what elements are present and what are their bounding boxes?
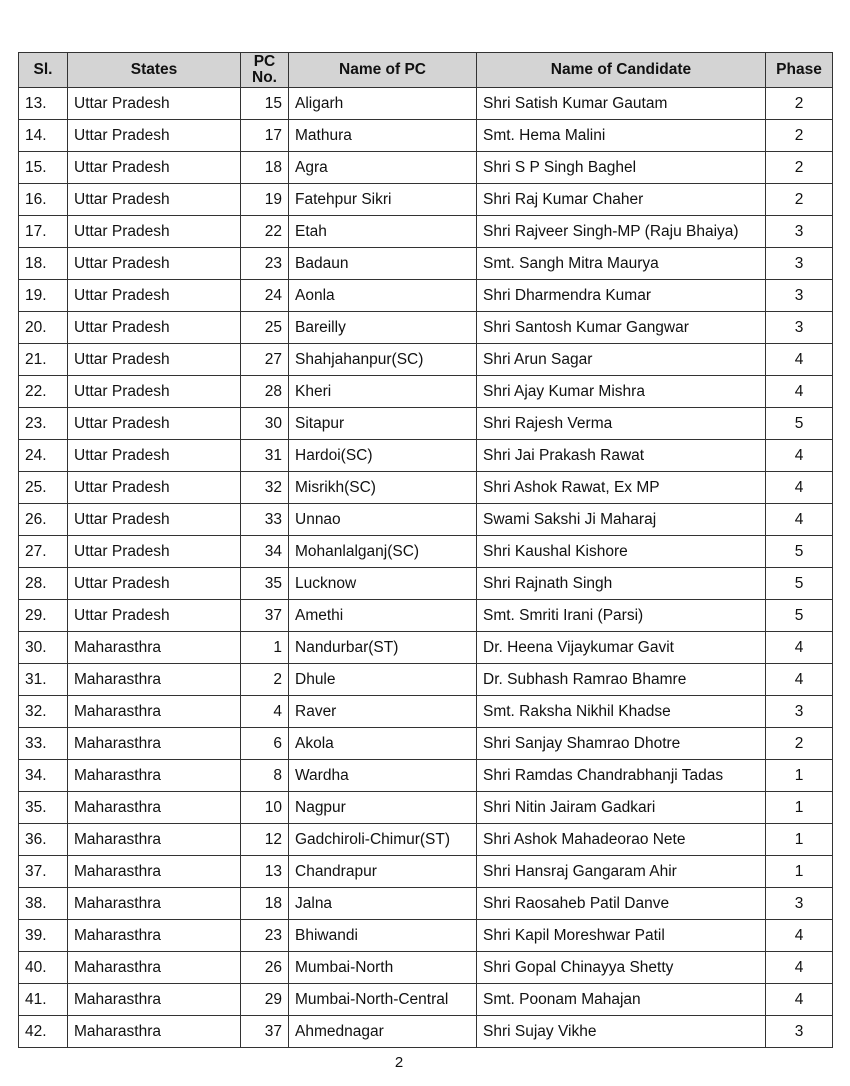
cell-sl: 25. [19,472,68,504]
cell-pc-name: Sitapur [289,408,477,440]
table-row [19,408,833,440]
cell-state: Maharasthra [68,920,241,952]
table-row [19,88,833,120]
page-number: 2 [394,1054,404,1071]
cell-sl: 20. [19,312,68,344]
cell-pc-no: 23 [241,920,289,952]
cell-candidate: Shri Arun Sagar [477,344,766,376]
cell-state: Uttar Pradesh [68,184,241,216]
cell-sl: 40. [19,952,68,984]
table-row [19,696,833,728]
header-pc-no-line2: No. [252,69,277,86]
cell-phase: 4 [766,376,833,408]
cell-phase: 3 [766,1016,833,1048]
cell-phase: 4 [766,920,833,952]
table-row [19,504,833,536]
table-row [19,920,833,952]
cell-state: Uttar Pradesh [68,344,241,376]
cell-pc-no: 8 [241,760,289,792]
cell-pc-name: Mumbai-North-Central [289,984,477,1016]
table-row [19,824,833,856]
cell-phase: 1 [766,760,833,792]
cell-phase: 5 [766,536,833,568]
header-phase: Phase [766,53,833,88]
header-pc-no-line1: PC [253,53,276,70]
cell-candidate: Shri Rajnath Singh [477,568,766,600]
table-row [19,952,833,984]
table-row [19,184,833,216]
cell-pc-no: 29 [241,984,289,1016]
table-row [19,664,833,696]
cell-pc-no: 12 [241,824,289,856]
table-row [19,568,833,600]
cell-pc-name: Dhule [289,664,477,696]
cell-state: Maharasthra [68,728,241,760]
header-pc-no [241,53,289,88]
cell-phase: 3 [766,248,833,280]
cell-sl: 18. [19,248,68,280]
table-row [19,1016,833,1048]
cell-phase: 2 [766,152,833,184]
cell-phase: 4 [766,632,833,664]
cell-pc-name: Nandurbar(ST) [289,632,477,664]
cell-pc-no: 17 [241,120,289,152]
table-row [19,152,833,184]
cell-sl: 30. [19,632,68,664]
cell-sl: 34. [19,760,68,792]
cell-pc-no: 26 [241,952,289,984]
cell-pc-name: Misrikh(SC) [289,472,477,504]
cell-sl: 16. [19,184,68,216]
cell-candidate: Shri Jai Prakash Rawat [477,440,766,472]
cell-candidate: Shri Hansraj Gangaram Ahir [477,856,766,888]
cell-pc-name: Ahmednagar [289,1016,477,1048]
cell-pc-name: Hardoi(SC) [289,440,477,472]
cell-pc-name: Lucknow [289,568,477,600]
cell-sl: 21. [19,344,68,376]
cell-candidate: Smt. Poonam Mahajan [477,984,766,1016]
cell-pc-no: 18 [241,888,289,920]
header-name-of-candidate: Name of Candidate [477,53,766,88]
cell-phase: 2 [766,184,833,216]
table-row [19,216,833,248]
cell-pc-no: 2 [241,664,289,696]
cell-pc-no: 23 [241,248,289,280]
cell-sl: 19. [19,280,68,312]
cell-candidate: Shri Raj Kumar Chaher [477,184,766,216]
table-row [19,312,833,344]
cell-pc-name: Nagpur [289,792,477,824]
cell-pc-no: 35 [241,568,289,600]
cell-pc-name: Mumbai-North [289,952,477,984]
cell-pc-name: Aonla [289,280,477,312]
candidate-list-document [18,52,832,1048]
cell-phase: 3 [766,888,833,920]
table-row [19,856,833,888]
cell-state: Maharasthra [68,1016,241,1048]
cell-candidate: Smt. Sangh Mitra Maurya [477,248,766,280]
cell-pc-name: Jalna [289,888,477,920]
cell-candidate: Dr. Subhash Ramrao Bhamre [477,664,766,696]
cell-pc-no: 10 [241,792,289,824]
cell-sl: 42. [19,1016,68,1048]
cell-pc-name: Mathura [289,120,477,152]
cell-state: Uttar Pradesh [68,440,241,472]
cell-candidate: Shri Raosaheb Patil Danve [477,888,766,920]
cell-pc-no: 31 [241,440,289,472]
cell-state: Maharasthra [68,696,241,728]
cell-state: Maharasthra [68,888,241,920]
cell-state: Maharasthra [68,792,241,824]
cell-state: Maharasthra [68,824,241,856]
cell-phase: 2 [766,120,833,152]
cell-candidate: Swami Sakshi Ji Maharaj [477,504,766,536]
cell-pc-no: 32 [241,472,289,504]
cell-state: Uttar Pradesh [68,568,241,600]
table-body [19,88,833,1048]
cell-state: Uttar Pradesh [68,120,241,152]
cell-sl: 27. [19,536,68,568]
cell-phase: 4 [766,664,833,696]
cell-pc-name: Akola [289,728,477,760]
cell-candidate: Shri Santosh Kumar Gangwar [477,312,766,344]
cell-sl: 24. [19,440,68,472]
cell-phase: 1 [766,856,833,888]
cell-pc-name: Kheri [289,376,477,408]
table-row [19,888,833,920]
cell-state: Uttar Pradesh [68,472,241,504]
cell-phase: 4 [766,440,833,472]
cell-candidate: Shri Dharmendra Kumar [477,280,766,312]
cell-sl: 23. [19,408,68,440]
table-row [19,792,833,824]
cell-state: Maharasthra [68,760,241,792]
cell-pc-no: 27 [241,344,289,376]
cell-state: Uttar Pradesh [68,600,241,632]
cell-pc-no: 22 [241,216,289,248]
cell-state: Maharasthra [68,984,241,1016]
cell-candidate: Shri Sanjay Shamrao Dhotre [477,728,766,760]
table-header [19,53,833,88]
cell-pc-no: 1 [241,632,289,664]
table-row [19,472,833,504]
cell-phase: 2 [766,728,833,760]
cell-pc-name: Bareilly [289,312,477,344]
cell-candidate: Dr. Heena Vijaykumar Gavit [477,632,766,664]
cell-sl: 17. [19,216,68,248]
table-row [19,760,833,792]
cell-sl: 32. [19,696,68,728]
table-row [19,376,833,408]
cell-state: Uttar Pradesh [68,248,241,280]
cell-phase: 3 [766,280,833,312]
cell-state: Uttar Pradesh [68,152,241,184]
cell-sl: 37. [19,856,68,888]
cell-sl: 28. [19,568,68,600]
cell-candidate: Shri Ashok Rawat, Ex MP [477,472,766,504]
header-states: States [68,53,241,88]
cell-candidate: Smt. Hema Malini [477,120,766,152]
cell-pc-name: Wardha [289,760,477,792]
header-sl: Sl. [19,53,68,88]
table-row [19,248,833,280]
cell-candidate: Shri Nitin Jairam Gadkari [477,792,766,824]
cell-pc-name: Unnao [289,504,477,536]
cell-candidate: Shri Satish Kumar Gautam [477,88,766,120]
cell-pc-name: Mohanlalganj(SC) [289,536,477,568]
cell-candidate: Shri Kapil Moreshwar Patil [477,920,766,952]
cell-sl: 31. [19,664,68,696]
cell-phase: 1 [766,792,833,824]
cell-candidate: Shri Kaushal Kishore [477,536,766,568]
cell-sl: 13. [19,88,68,120]
cell-state: Maharasthra [68,632,241,664]
cell-candidate: Shri Ramdas Chandrabhanji Tadas [477,760,766,792]
cell-candidate: Shri Rajveer Singh-MP (Raju Bhaiya) [477,216,766,248]
cell-candidate: Smt. Smriti Irani (Parsi) [477,600,766,632]
cell-pc-no: 4 [241,696,289,728]
cell-candidate: Shri Rajesh Verma [477,408,766,440]
cell-phase: 4 [766,472,833,504]
cell-pc-no: 34 [241,536,289,568]
cell-pc-name: Aligarh [289,88,477,120]
cell-pc-no: 37 [241,1016,289,1048]
cell-pc-name: Amethi [289,600,477,632]
cell-sl: 15. [19,152,68,184]
cell-candidate: Smt. Raksha Nikhil Khadse [477,696,766,728]
table-row [19,984,833,1016]
cell-state: Maharasthra [68,952,241,984]
cell-pc-no: 15 [241,88,289,120]
cell-pc-no: 19 [241,184,289,216]
cell-candidate: Shri Ajay Kumar Mishra [477,376,766,408]
cell-pc-name: Etah [289,216,477,248]
cell-pc-name: Raver [289,696,477,728]
cell-pc-name: Fatehpur Sikri [289,184,477,216]
candidate-table [18,52,833,1048]
cell-phase: 5 [766,568,833,600]
cell-pc-name: Gadchiroli-Chimur(ST) [289,824,477,856]
cell-sl: 26. [19,504,68,536]
cell-sl: 29. [19,600,68,632]
cell-pc-name: Shahjahanpur(SC) [289,344,477,376]
cell-phase: 4 [766,984,833,1016]
cell-sl: 33. [19,728,68,760]
table-row [19,600,833,632]
cell-pc-no: 37 [241,600,289,632]
cell-state: Uttar Pradesh [68,408,241,440]
cell-state: Uttar Pradesh [68,312,241,344]
cell-state: Uttar Pradesh [68,504,241,536]
cell-state: Uttar Pradesh [68,88,241,120]
cell-sl: 38. [19,888,68,920]
cell-phase: 4 [766,344,833,376]
cell-sl: 35. [19,792,68,824]
cell-phase: 5 [766,408,833,440]
cell-phase: 3 [766,696,833,728]
cell-sl: 41. [19,984,68,1016]
cell-sl: 22. [19,376,68,408]
cell-pc-no: 28 [241,376,289,408]
cell-phase: 1 [766,824,833,856]
cell-sl: 36. [19,824,68,856]
table-row [19,536,833,568]
cell-state: Maharasthra [68,856,241,888]
cell-candidate: Shri Gopal Chinayya Shetty [477,952,766,984]
cell-state: Uttar Pradesh [68,536,241,568]
table-row [19,344,833,376]
cell-state: Uttar Pradesh [68,376,241,408]
table-row [19,728,833,760]
table-row [19,280,833,312]
table-row [19,632,833,664]
cell-pc-no: 13 [241,856,289,888]
cell-pc-name: Agra [289,152,477,184]
cell-pc-no: 33 [241,504,289,536]
cell-state: Maharasthra [68,664,241,696]
cell-sl: 14. [19,120,68,152]
cell-phase: 5 [766,600,833,632]
cell-candidate: Shri Sujay Vikhe [477,1016,766,1048]
cell-pc-no: 30 [241,408,289,440]
cell-phase: 3 [766,216,833,248]
cell-pc-no: 18 [241,152,289,184]
cell-pc-no: 6 [241,728,289,760]
table-row [19,440,833,472]
cell-candidate: Shri S P Singh Baghel [477,152,766,184]
cell-pc-name: Chandrapur [289,856,477,888]
header-name-of-pc: Name of PC [289,53,477,88]
cell-sl: 39. [19,920,68,952]
cell-phase: 4 [766,504,833,536]
cell-state: Uttar Pradesh [68,280,241,312]
cell-phase: 2 [766,88,833,120]
cell-state: Uttar Pradesh [68,216,241,248]
cell-phase: 3 [766,312,833,344]
cell-pc-no: 25 [241,312,289,344]
cell-candidate: Shri Ashok Mahadeorao Nete [477,824,766,856]
cell-pc-name: Bhiwandi [289,920,477,952]
table-row [19,120,833,152]
header-row [19,53,833,88]
cell-phase: 4 [766,952,833,984]
cell-pc-no: 24 [241,280,289,312]
cell-pc-name: Badaun [289,248,477,280]
